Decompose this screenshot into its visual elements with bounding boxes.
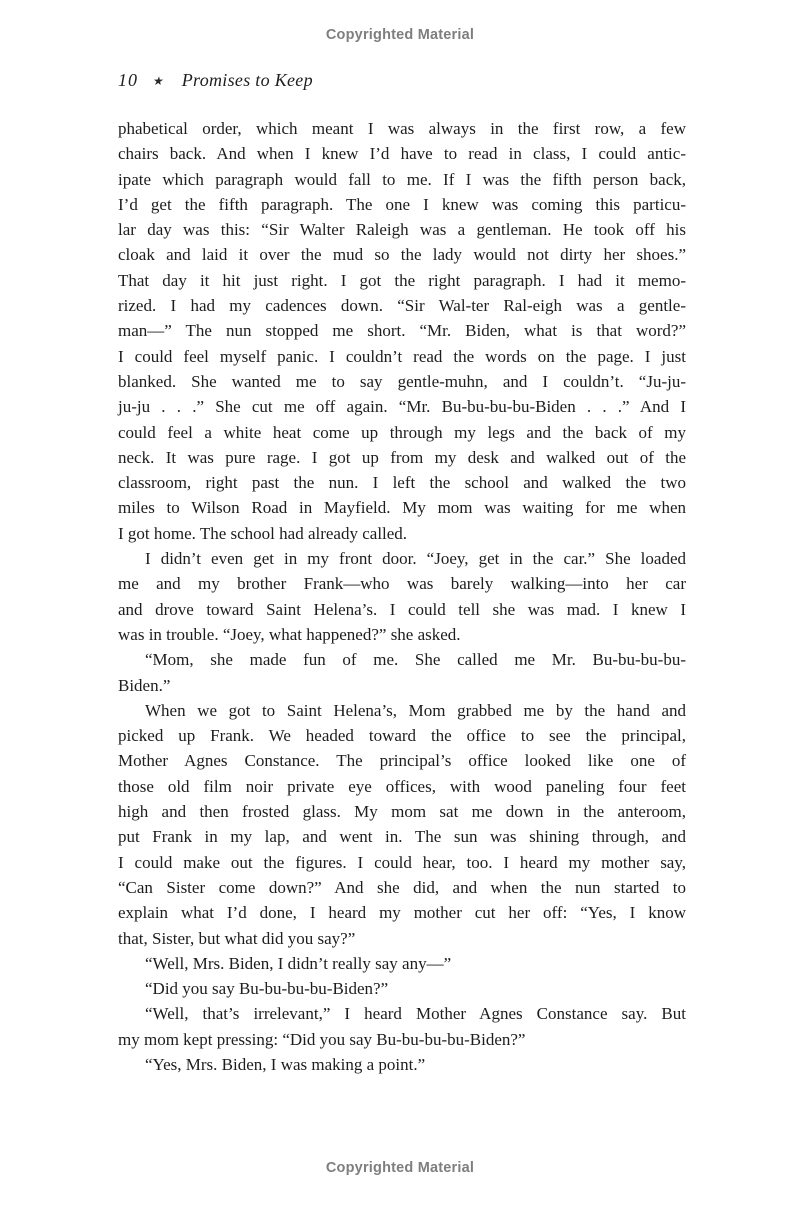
- text-line: my mom kept pressing: “Did you say Bu-bu-bu-bu-Biden?”: [118, 1029, 526, 1049]
- text-line: high and then frosted glass. My mom sat me down in the anteroom,: [118, 802, 686, 822]
- text-line: man—” The nun stopped me short. “Mr. Biden, what is that word?”: [118, 321, 686, 341]
- text-line: was in trouble. “Joey, what happened?” she asked.: [118, 624, 461, 644]
- text-line: “Did you say Bu-bu-bu-bu-Biden?”: [145, 979, 389, 999]
- text-line: I could feel myself panic. I couldn’t read the words on the page. I just: [118, 346, 686, 366]
- paragraph: [118, 951, 686, 976]
- text-line: put Frank in my lap, and went in. The sun was shining through, and: [118, 827, 686, 847]
- book-title: Promises to Keep: [181, 70, 313, 90]
- page-number: 10: [118, 70, 138, 90]
- text-line: I’d get the fifth paragraph. The one I knew was coming this particu-: [118, 194, 686, 214]
- text-line: those old film noir private eye offices, with wood paneling four feet: [118, 776, 686, 796]
- paragraph: [118, 647, 686, 698]
- text-block: [118, 116, 686, 1077]
- text-line: me and my brother Frank—who was barely walking—into her car: [118, 574, 686, 594]
- text-line: Mother Agnes Constance. The principal’s office looked like one of: [118, 751, 686, 771]
- text-line: neck. It was pure rage. I got up from my desk and walked out of the: [118, 447, 686, 467]
- text-line: That day it hit just right. I got the right paragraph. I had it memo-: [118, 270, 686, 290]
- text-line: classroom, right past the nun. I left the school and walked the two: [118, 473, 686, 493]
- text-line: “Well, Mrs. Biden, I didn’t really say any—”: [145, 953, 452, 973]
- text-line: “Yes, Mrs. Biden, I was making a point.”: [145, 1054, 426, 1074]
- running-header: [118, 70, 313, 91]
- text-line: ipate which paragraph would fall to me. If I was the fifth person back,: [118, 169, 686, 189]
- text-line: chairs back. And when I knew I’d have to read in class, I could antic-: [118, 144, 686, 164]
- star-separator-icon: ★: [152, 74, 165, 88]
- text-line: miles to Wilson Road in Mayfield. My mom was waiting for me when: [118, 498, 686, 518]
- text-line: “Well, that’s irrelevant,” I heard Mother Agnes Constance say. But: [145, 1004, 686, 1024]
- text-line: explain what I’d done, I heard my mother cut her off: “Yes, I know: [118, 903, 686, 923]
- text-line: ju-ju . . .” She cut me off again. “Mr. Bu-bu-bu-bu-Biden . . .” And I: [118, 397, 686, 417]
- text-line: I got home. The school had already called.: [118, 523, 408, 543]
- text-line: picked up Frank. We headed toward the office to see the principal,: [118, 726, 686, 746]
- paragraph: [118, 116, 686, 546]
- paragraph: [118, 698, 686, 951]
- text-line: Biden.”: [118, 675, 171, 695]
- text-line: “Can Sister come down?” And she did, and when the nun started to: [118, 877, 686, 897]
- text-line: blanked. She wanted me to say gentle-muhn, and I couldn’t. “Ju-ju-: [118, 371, 686, 391]
- copyright-notice-bottom: Copyrighted Material: [325, 1160, 475, 1176]
- text-line: “Mom, she made fun of me. She called me Mr. Bu-bu-bu-bu-: [145, 650, 686, 670]
- paragraph: [118, 976, 686, 1001]
- text-line: I didn’t even get in my front door. “Joey, get in the car.” She loaded: [145, 549, 686, 569]
- text-line: phabetical order, which meant I was always in the first row, a few: [118, 119, 686, 138]
- copyright-notice-top: Copyrighted Material: [325, 27, 475, 43]
- text-line: and drove toward Saint Helena’s. I could tell she was mad. I knew I: [118, 599, 686, 619]
- text-line: that, Sister, but what did you say?”: [118, 928, 356, 948]
- text-line: rized. I had my cadences down. “Sir Wal-ter Ral-eigh was a gentle-: [118, 296, 686, 316]
- text-line: lar day was this: “Sir Walter Raleigh was a gentleman. He took off his: [118, 220, 686, 240]
- paragraph: [118, 546, 686, 647]
- text-line: cloak and laid it over the mud so the lady would not dirty her shoes.”: [118, 245, 686, 265]
- paragraph: [118, 1001, 686, 1052]
- text-line: When we got to Saint Helena’s, Mom grabbed me by the hand and: [145, 700, 686, 720]
- text-line: could feel a white heat come up through my legs and the back of my: [118, 422, 686, 442]
- text-line: I could make out the figures. I could hear, too. I heard my mother say,: [118, 852, 686, 872]
- paragraph: [118, 1052, 686, 1077]
